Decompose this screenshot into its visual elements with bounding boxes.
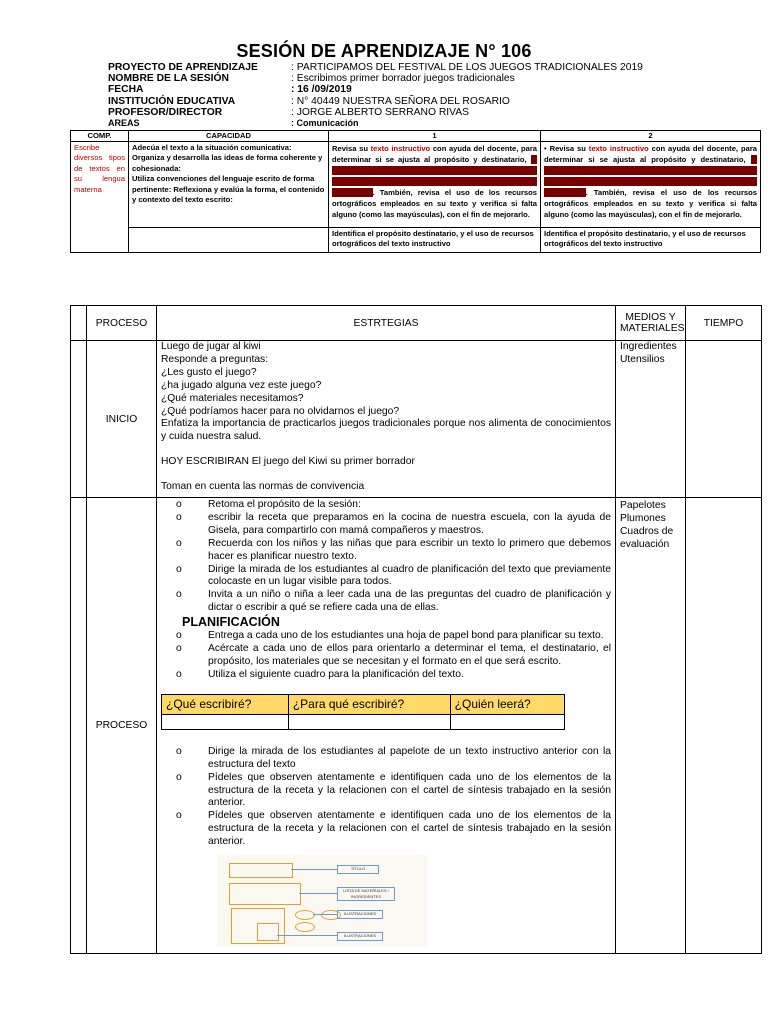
bullet-icon: o	[176, 537, 182, 549]
planning-chart	[161, 694, 565, 730]
list-item	[161, 746, 611, 772]
info-value: : 16 /09/2019	[291, 84, 352, 96]
diagram-label: ILUSTRACIONES	[337, 932, 383, 941]
criterio-marked-text: si existen contradicciones que afectan la coherencia entre las ideas, o si el uso de conectores asegura la cohesión entre ellas	[332, 155, 537, 197]
bullet-icon: o	[176, 810, 182, 822]
material-item: Plumones	[620, 512, 666, 524]
planning-question: ¿Quién leerá?	[450, 694, 564, 714]
info-label: PROFESOR/DIRECTOR	[108, 106, 223, 118]
capacidad-item: Utiliza convenciones del lenguaje escrito de forma pertinente: Reflexiona y evalúa la forma, el contenido y contexto del texto escrito:	[132, 174, 325, 205]
list-item-text: Retoma el propósito de la sesión:	[208, 499, 361, 510]
diagram-ellipse	[295, 922, 315, 932]
list-item-text: Dirige la mirada de los estudiantes al papelote de un texto instructivo anterior con la estructura del texto	[208, 745, 611, 770]
planificacion-heading: PLANIFICACIÓN	[182, 615, 280, 630]
list-item	[161, 589, 611, 615]
strategy-today: HOY ESCRIBIRAN El juego del Kiwi su primer borrador	[161, 456, 415, 468]
diagram-title-box	[229, 863, 293, 878]
criterio-highlight: texto instructivo	[370, 144, 431, 153]
proceso-strategies	[157, 498, 616, 954]
inicio-strategies	[157, 341, 616, 498]
strategy-line: ¿Qué materiales necesitamos?	[161, 392, 304, 404]
criterio-text: Revisa su	[332, 144, 371, 153]
list-item	[161, 643, 611, 669]
list-item-text: Recuerda con los niños y las niñas que para escribir un texto lo primero que debemos hacer es planificar nuestro texto.	[208, 537, 611, 562]
criterio-highlight: texto instructivo	[588, 144, 649, 153]
info-label: INSTITUCIÓN EDUCATIVA	[108, 95, 236, 107]
info-value: : Comunicación	[291, 117, 359, 128]
list-item-text: Invita a un niño o niña a leer cada una de las preguntas del cuadro de planificación y dictar o escribir a qué se refiere cada una de ellas.	[208, 589, 611, 614]
bullet-icon: o	[176, 563, 182, 575]
bullet-icon: o	[176, 771, 182, 783]
proceso-list-b	[161, 630, 611, 682]
criterio-text: . También, revisa el uso de los recursos ortográficos empleados en su texto y verifica si falta alguno (como las mayúsculas), con el fin de mejorarlo.	[544, 188, 757, 219]
diagram-arrow	[299, 893, 337, 894]
planning-answer	[288, 714, 450, 729]
info-row-institucion	[108, 96, 708, 107]
capacidad-item: Organiza y desarrolla las ideas de forma coherente y cohesionada:	[132, 153, 323, 173]
list-item	[161, 772, 611, 811]
proceso-materials	[616, 498, 686, 954]
diagram-arrow	[277, 935, 337, 936]
indicador-1-cell: Identifica el propósito destinatario, y el uso de recursos ortográficos del texto instructivo	[329, 228, 541, 253]
planning-question: ¿Para qué escribiré?	[288, 694, 450, 714]
strategy-norms: Toman en cuenta las normas de convivencia	[161, 481, 365, 493]
diagram-label: TÍTULO	[337, 865, 379, 874]
proceso-list-c	[161, 746, 611, 849]
list-item	[161, 512, 611, 538]
strategy-line: ¿Qué podríamos hacer para no olvidarnos el juego?	[161, 405, 400, 417]
header-comp: COMP.	[71, 131, 129, 142]
side-cell	[71, 498, 87, 954]
inicio-materials	[616, 341, 686, 498]
proceso-time	[686, 498, 762, 954]
session-title: SESIÓN DE APRENDIZAJE N° 106	[236, 41, 532, 61]
header-capacidad: CAPACIDAD	[129, 131, 329, 142]
diagram-ellipse	[295, 910, 315, 920]
criterio-text: con ayuda del docente, para determinar si se ajusta al propósito y destinatario,	[544, 144, 757, 164]
diagram-label: LISTA DE MATERIALES / INGREDIENTES	[337, 887, 395, 901]
bullet-icon: o	[176, 511, 182, 523]
info-row-profesor	[108, 107, 708, 118]
list-item	[161, 499, 611, 512]
info-row-nombre	[108, 73, 708, 84]
diagram-arrow	[291, 869, 337, 870]
planning-question: ¿Qué escribiré?	[162, 694, 289, 714]
indicador-2-cell: Identifica el propósito destinatario, y el uso de recursos ortográficos del texto instructivo	[541, 228, 761, 253]
list-item-text: Pídeles que observen atentamente e identifiquen cada uno de los elementos de la estructura de la receta y la relacionen con el cartel de síntesis trabajado en la sesión anterior.	[208, 771, 611, 809]
header-estrategias: ESTRTEGIAS	[157, 306, 616, 341]
diagram-label: ILUSTRACIONES	[337, 910, 383, 919]
list-item	[161, 810, 611, 849]
planning-answer	[450, 714, 564, 729]
criterio-text: con ayuda del docente, para determinar si se ajusta al propósito y destinatario,	[332, 144, 538, 164]
capacidad-cell	[129, 142, 329, 228]
material-item: Utensilios	[620, 353, 665, 365]
material-item: Papelotes	[620, 500, 666, 511]
info-row-fecha	[108, 84, 708, 95]
info-value: : JORGE ALBERTO SERRANO RIVAS	[291, 106, 469, 118]
criterio-text: Revisa su	[549, 144, 589, 153]
proceso-list-a	[161, 499, 611, 615]
list-item-text: Entrega a cada uno de los estudiantes una hoja de papel bond para planificar su texto.	[208, 630, 604, 642]
header-tiempo: TIEMPO	[686, 306, 762, 341]
list-item-text: Utiliza el siguiente cuadro para la planificación del texto.	[208, 668, 464, 680]
criterio-2-cell	[541, 142, 761, 228]
strategy-line: Responde a preguntas:	[161, 353, 269, 365]
diagram-materials-box	[229, 883, 301, 905]
strategy-line: ¿Les gusto el juego?	[161, 366, 257, 378]
process-table	[70, 305, 762, 954]
diagram-arrow	[313, 914, 337, 915]
info-value: : PARTICIPAMOS DEL FESTIVAL DE LOS JUEGOS TRADICIONALES 2019	[291, 62, 643, 73]
capacidad-empty-cell	[129, 228, 329, 253]
list-item	[161, 564, 611, 590]
competencia-cell: Escribe diversos tipos de textos en su lengua materna	[71, 142, 129, 253]
header-blank	[71, 306, 87, 341]
session-info	[108, 62, 708, 129]
list-item-text: Dirige la mirada de los estudiantes al cuadro de planificación del texto que previamente colocaste en un lugar visible para todos.	[208, 563, 611, 588]
list-item	[161, 630, 611, 643]
header-medios: MEDIOS Y MATERIALES	[616, 306, 686, 341]
strategy-line: ¿ha jugado alguna vez este juego?	[161, 379, 322, 391]
header-criterio-1: 1	[329, 131, 541, 142]
criterio-1-cell	[329, 142, 541, 228]
bullet-icon: o	[176, 499, 182, 510]
info-value: : N° 40449 NUESTRA SEÑORA DEL ROSARIO	[291, 95, 510, 107]
bullet-icon: o	[176, 668, 182, 680]
info-label: AREAS	[108, 117, 140, 128]
bullet-icon: o	[176, 643, 182, 655]
list-item	[161, 538, 611, 564]
info-value: : Escribimos primer borrador juegos tradicionales	[291, 73, 515, 85]
criterio-text: . También, revisa el uso de los recursos ortográficos empleados en su texto y verifica si falta alguno (como las mayúsculas), con el fin de mejorarlo.	[332, 188, 537, 219]
info-label: PROYECTO DE APRENDIZAJE	[108, 62, 258, 73]
inicio-time	[686, 341, 762, 498]
list-item-text: escribir la receta que preparamos en la cocina de nuestra escuela, con la ayuda de Gisela, para compartirlo con mamá compañeros y maestros.	[208, 511, 611, 536]
header-proceso: PROCESO	[87, 306, 157, 341]
list-item	[161, 669, 611, 682]
phase-inicio: INICIO	[87, 341, 157, 498]
strategy-line: Luego de jugar al kiwi	[161, 341, 261, 352]
info-label: FECHA	[108, 84, 144, 96]
strategy-emphasis: Enfatiza la importancia de practicarlos juegos tradicionales porque nos alimenta de conocimientos y cuida nuestra salud.	[161, 418, 611, 443]
criterio-marked-text: si existen contradicciones que afectan la coherencia entre las ideas, o si el uso de conectores asegura la cohesión entre ellas	[544, 155, 757, 197]
bullet-icon: o	[176, 630, 182, 642]
info-row-proyecto	[108, 62, 708, 73]
material-item: Cuadros de evaluación	[620, 525, 674, 550]
material-item: Ingredientes	[620, 341, 677, 352]
competencies-table	[70, 130, 761, 253]
criterio-bullet: •	[544, 144, 550, 153]
list-item-text: Acércate a cada uno de ellos para orientarlo a determinar el tema, el destinatario, el propósito, los materiales que se necesitan y el formato en el que será escrito.	[208, 643, 611, 667]
bullet-icon: o	[176, 745, 182, 757]
info-row-areas	[108, 118, 708, 129]
diagram-image-box	[257, 923, 279, 941]
phase-proceso: PROCESO	[87, 498, 157, 954]
capacidad-item: Adecúa el texto a la situación comunicativa:	[132, 143, 292, 152]
info-label: NOMBRE DE LA SESIÓN	[108, 73, 229, 85]
list-item-text: Pídeles que observen atentamente e identifiquen cada uno de los elementos de la estructura de la receta y la relacionen con el cartel de síntesis trabajado en la sesión anterior.	[208, 810, 611, 848]
bullet-icon: o	[176, 589, 182, 601]
header-criterio-2: 2	[541, 131, 761, 142]
recipe-structure-diagram	[217, 855, 427, 947]
planning-answer	[162, 714, 289, 729]
side-cell	[71, 341, 87, 498]
